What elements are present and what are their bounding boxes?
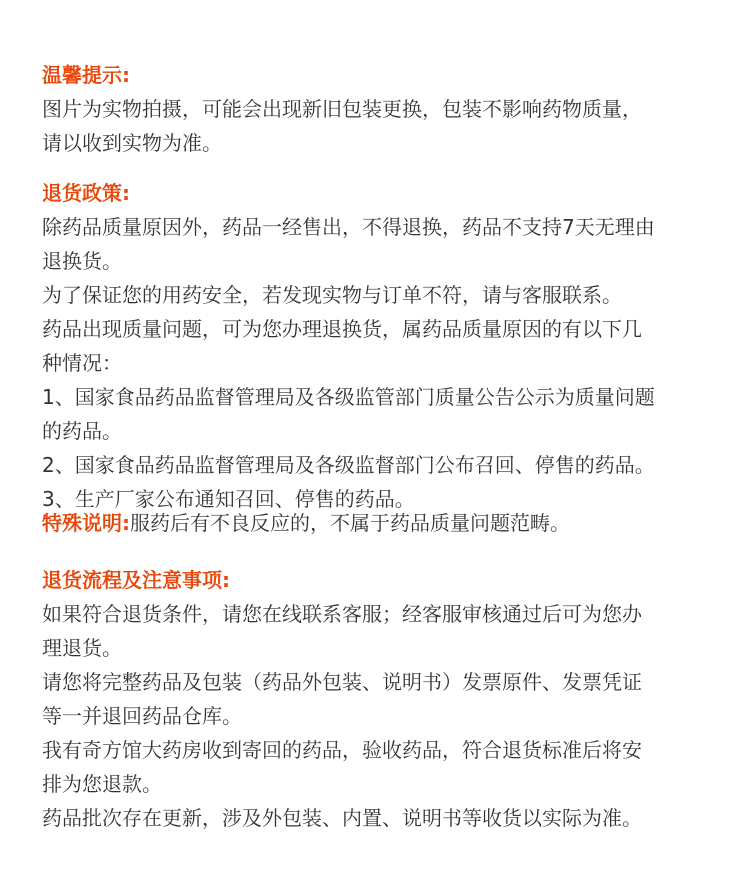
special-note [42, 506, 570, 540]
return-policy-title: 退货政策: [42, 181, 130, 205]
return-policy-section [42, 176, 655, 516]
notice-section [42, 58, 642, 160]
return-process-line: 排为您退款。 [42, 772, 162, 796]
special-note-text: 服药后有不良反应的，不属于药品质量问题范畴。 [130, 511, 570, 535]
notice-line: 请以收到实物为准。 [42, 131, 222, 155]
return-process-line: 请您将完整药品及包装（药品外包装、说明书）发票原件、发票凭证 [42, 670, 642, 694]
notice-line: 图片为实物拍摄，可能会出现新旧包装更换，包装不影响药物质量， [42, 97, 642, 121]
return-policy-line: 2、国家食品药品监督管理局及各级监督部门公布召回、停售的药品。 [42, 453, 655, 477]
return-policy-line: 为了保证您的用药安全，若发现实物与订单不符，请与客服联系。 [42, 283, 622, 307]
return-policy-line: 的药品。 [42, 419, 122, 443]
special-note-label: 特殊说明: [42, 511, 130, 535]
return-policy-line: 除药品质量原因外，药品一经售出，不得退换，药品不支持7天无理由 [42, 215, 655, 239]
return-policy-line: 种情况： [42, 351, 122, 375]
return-policy-line: 1、国家食品药品监督管理局及各级监管部门质量公告公示为质量问题 [42, 385, 655, 409]
return-process-section [42, 563, 642, 835]
return-policy-line: 药品出现质量问题，可为您办理退换货，属药品质量原因的有以下几 [42, 317, 642, 341]
return-process-line: 如果符合退货条件，请您在线联系客服；经客服审核通过后可为您办 [42, 602, 642, 626]
return-process-line: 等一并退回药品仓库。 [42, 704, 242, 728]
return-policy-line: 3、生产厂家公布通知召回、停售的药品。 [42, 487, 415, 511]
return-process-title: 退货流程及注意事项: [42, 568, 230, 592]
return-process-line: 我有奇方馆大药房收到寄回的药品，验收药品，符合退货标准后将安 [42, 738, 642, 762]
special-note-section [42, 506, 570, 540]
notice-title: 温馨提示: [42, 63, 130, 87]
return-process-line: 理退货。 [42, 636, 122, 660]
return-policy-line: 退换货。 [42, 249, 122, 273]
return-process-line: 药品批次存在更新，涉及外包装、内置、说明书等收货以实际为准。 [42, 806, 642, 830]
